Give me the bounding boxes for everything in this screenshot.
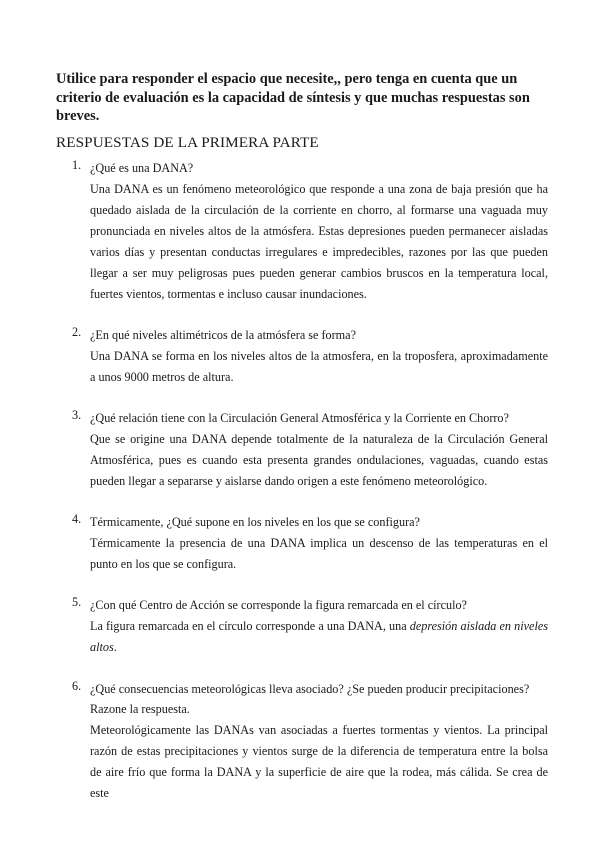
question-item-4: [72, 512, 548, 575]
question-item-3: [72, 408, 548, 492]
answer-text: Meteorológicamente las DANAs van asociadas a fuertes tormentas y vientos. La principal razón de estas precipitaciones y vientos surge de la diferencia de temperatura entre la bolsa de aire frío que forma la DANA y la superficie de aire que la rodea, más cálida. Se crea de este: [90, 723, 548, 800]
answer-text: Que se origine una DANA depende totalmente de la naturaleza de la Circulación General Atmosférica, pues es cuando esta presenta grandes ondulaciones, vaguadas, cuando estas pueden llegar a separarse y aislarse dando origen a este fenómeno meteorológico.: [90, 432, 548, 488]
answer-text: Una DANA se forma en los niveles altos de la atmosfera, en la troposfera, aproximadamente a unos 9000 metros de altura.: [90, 349, 548, 384]
question-text: ¿En qué niveles altimétricos de la atmósfera se forma?: [90, 328, 356, 342]
question-number: 3.: [72, 408, 82, 422]
question-text: ¿Qué es una DANA?: [90, 161, 194, 175]
answer-text: Una DANA es un fenómeno meteorológico que responde a una zona de baja presión que ha quedado aislada de la circulación de la corriente en chorro, al formarse una vaguada muy pronunciada en niveles altos de la atmósfera. Estas depresiones pueden permanecer aisladas varios días y presentan conductas irregulares e impredecibles, razones por las que pueden llegar a ser muy peligrosas pues pueden generar cambios bruscos en la temperatura local, fuertes vientos, tormentas e incluso causar inundaciones.: [90, 182, 548, 301]
question-item-2: [72, 325, 548, 388]
answer-text: [90, 616, 548, 658]
question-number: 2.: [72, 325, 82, 339]
question-number: 4.: [72, 512, 82, 526]
answer-text-end: .: [113, 640, 117, 654]
answer-emphasis: depresión aislada en niveles altos: [90, 619, 549, 654]
question-text: ¿Qué consecuencias meteorológicas lleva asociado? ¿Se pueden producir precipitaciones? Razone la respuesta.: [90, 682, 530, 716]
question-item-1: [72, 158, 548, 305]
question-text: ¿Qué relación tiene con la Circulación General Atmosférica y la Corriente en Chorro?: [90, 411, 509, 425]
answer-text-start: La figura remarcada en el círculo corresponde a una DANA, una: [90, 619, 410, 633]
question-text: ¿Con qué Centro de Acción se corresponde la figura remarcada en el círculo?: [90, 598, 467, 612]
instructions-paragraph: Utilice para responder el espacio que necesite,, pero tenga en cuenta que un criterio de evaluación es la capacidad de síntesis y que muchas respuestas son breves.: [56, 71, 530, 124]
question-number: 1.: [72, 158, 82, 172]
question-number: 5.: [72, 595, 82, 609]
question-text: Térmicamente, ¿Qué supone en los niveles en los que se configura?: [90, 515, 420, 529]
question-number: 6.: [72, 679, 82, 693]
question-item-5: [72, 595, 548, 658]
section-heading: RESPUESTAS DE LA PRIMERA PARTE: [56, 134, 319, 151]
question-item-6: [72, 679, 548, 804]
answer-text: Térmicamente la presencia de una DANA implica un descenso de las temperaturas en el punto en los que se configura.: [90, 536, 548, 571]
